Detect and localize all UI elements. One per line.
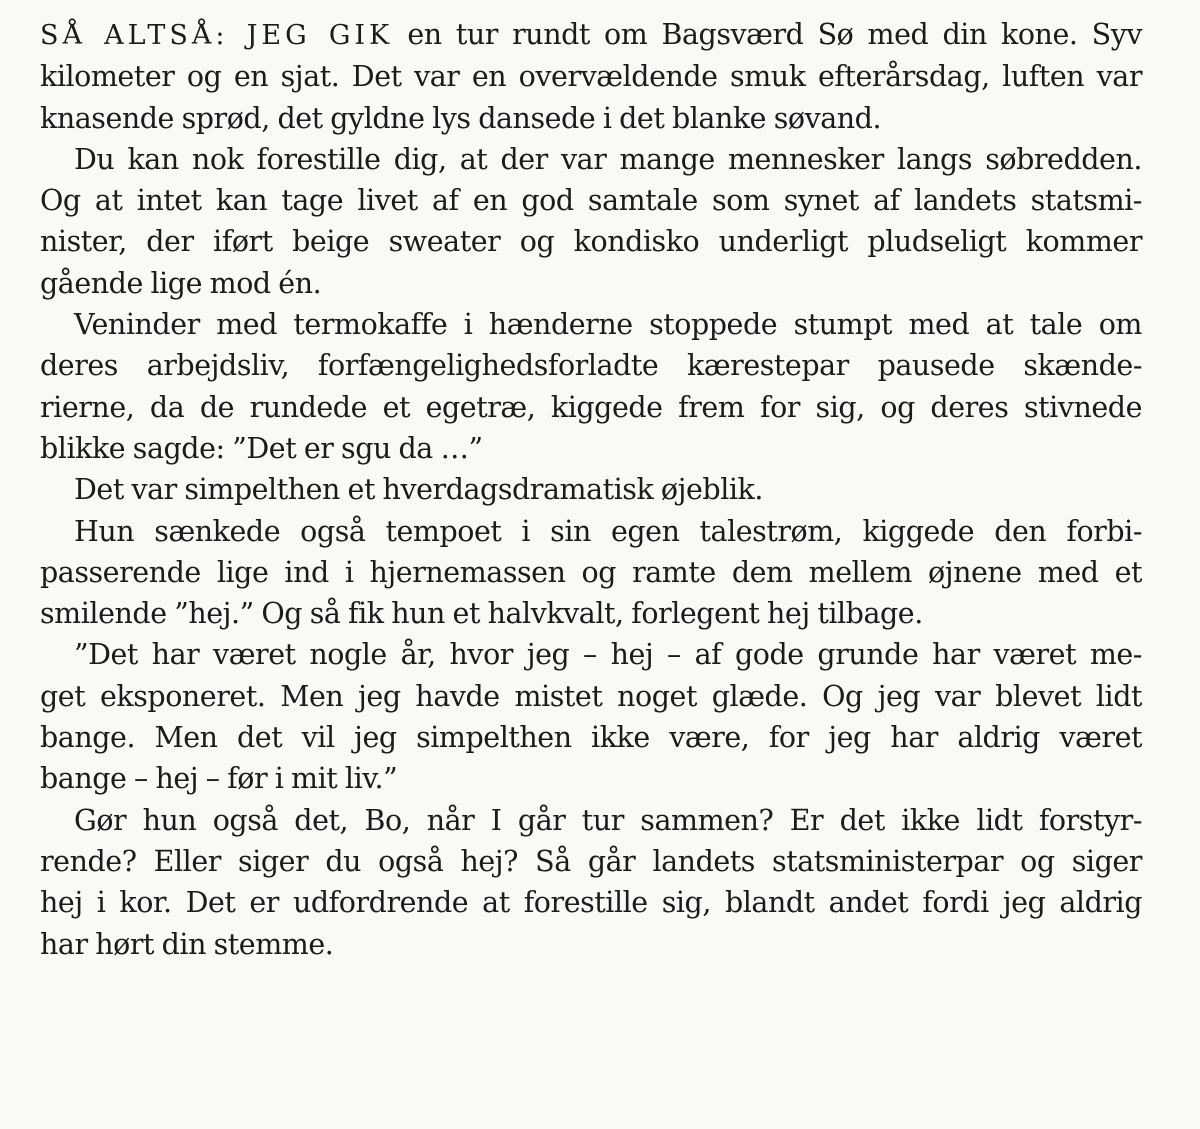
text-line: Hun sænkede også tempoet i sin egen talestrøm, kiggede den forbi- xyxy=(74,514,1142,548)
paragraph-6 xyxy=(40,634,1142,799)
text-line: passerende lige ind i hjernemassen og ramte dem mellem øjnene med et xyxy=(40,555,1142,589)
paragraph-7 xyxy=(40,800,1142,965)
paragraph-4 xyxy=(40,469,1142,510)
text-line: blikke sagde: ”Det er sgu da …” xyxy=(40,431,483,465)
opening-smallcaps: SÅ ALTSÅ: JEG GIK xyxy=(40,20,394,51)
text-line: nister, der iført beige sweater og kondisko underligt pludseligt kommer xyxy=(40,225,1142,259)
text-line: get eksponeret. Men jeg havde mistet noget glæde. Og jeg var blevet lidt xyxy=(40,679,1142,713)
text-line: rende? Eller siger du også hej? Så går landets statsministerpar og siger xyxy=(40,844,1142,878)
paragraph-5 xyxy=(40,511,1142,635)
text-line: kilometer og en sjat. Det var en overvældende smuk efterårsdag, luften var xyxy=(40,60,1142,94)
paragraph-1 xyxy=(40,14,1142,139)
text-line: har hørt din stemme. xyxy=(40,927,334,961)
text-line: Veninder med termokaffe i hænderne stoppede stumpt med at tale om xyxy=(74,308,1142,342)
paragraph-3 xyxy=(40,304,1142,469)
text-line: Det var simpelthen et hverdagsdramatisk øjeblik. xyxy=(74,473,763,507)
text-line: Og at intet kan tage livet af en god samtale som synet af landets statsmi- xyxy=(40,184,1142,218)
text-line xyxy=(40,14,1142,56)
text-line: deres arbejdsliv, forfængelighedsforladte kærestepar pausede skænde- xyxy=(40,349,1142,383)
text-line: bange. Men det vil jeg simpelthen ikke være, for jeg har aldrig været xyxy=(40,721,1142,755)
text-line: gående lige mod én. xyxy=(40,266,322,300)
text-line: Du kan nok forestille dig, at der var mange mennesker langs søbredden. xyxy=(74,142,1142,176)
paragraph-2 xyxy=(40,139,1142,304)
text-line: knasende sprød, det gyldne lys dansede i det blanke søvand. xyxy=(40,101,882,135)
text-line: ”Det har været nogle år, hvor jeg – hej – af gode grunde har været me- xyxy=(74,638,1142,672)
text-line-rest: en tur rundt om Bagsværd Sø med din kone. Syv xyxy=(393,18,1143,51)
text-line: smilende ”hej.” Og så fik hun et halvkvalt, forlegent hej tilbage. xyxy=(40,597,923,631)
text-line: hej i kor. Det er udfordrende at forestille sig, blandt andet fordi jeg aldrig xyxy=(40,886,1142,920)
text-line: bange – hej – før i mit liv.” xyxy=(40,762,398,796)
text-line: rierne, da de rundede et egetræ, kiggede frem for sig, og deres stivnede xyxy=(40,390,1142,424)
text-line: Gør hun også det, Bo, når I går tur sammen? Er det ikke lidt forstyr- xyxy=(74,803,1142,837)
